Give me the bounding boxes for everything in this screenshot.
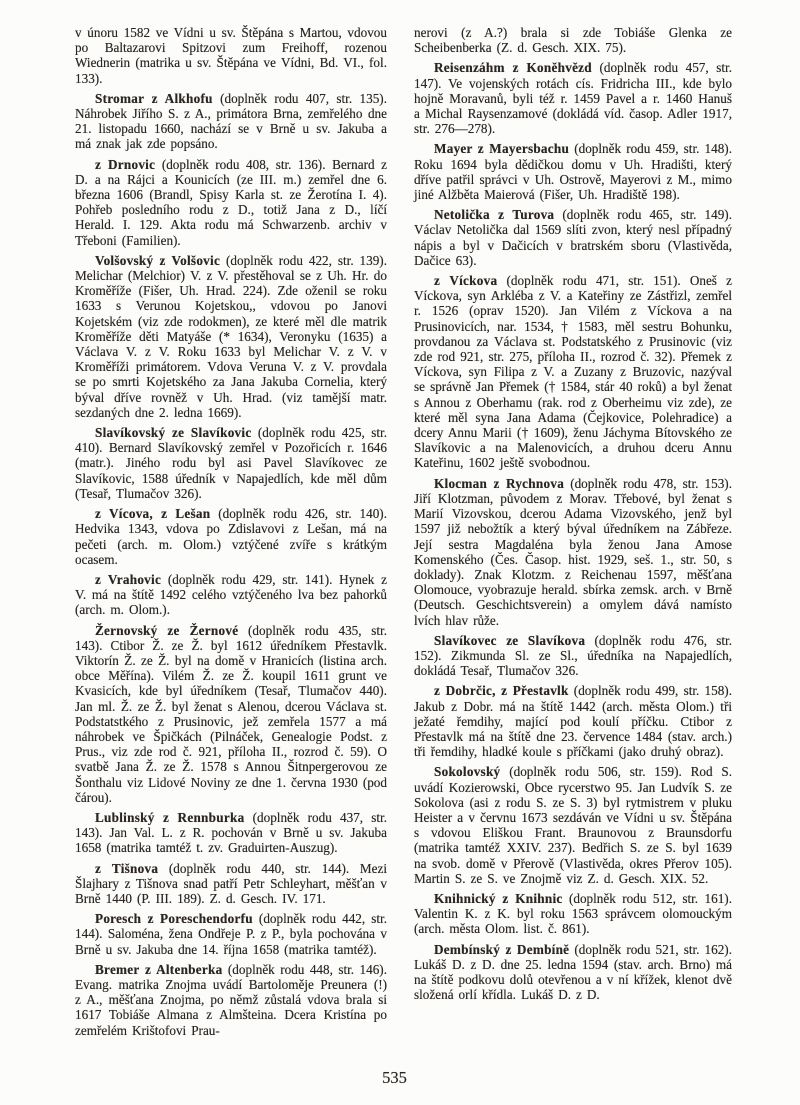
- entry-paragraph: [75, 91, 387, 152]
- entry-heading: Reisenzáhm z Koněhvězd: [434, 60, 592, 76]
- entry-paragraph: [414, 633, 732, 679]
- entry-body: (doplněk rodu 457, str. 147). Ve vojenských rotách cís. Fridricha III., kde bylo hojně Moravanů, byli též r. 1459 Pavel a r. 1460 Hanuš a Michal Raysenzamové (dokládá víd. časop. Adler 1917, str. 276—278).: [414, 60, 732, 137]
- entry-paragraph: [414, 273, 732, 471]
- entry-heading: Netolička z Turova: [434, 207, 555, 223]
- left-column: [75, 25, 387, 1043]
- entry-heading: Slavíkovský ze Slavíkovic: [95, 425, 252, 441]
- entry-heading: Stromar z Alkhofu: [95, 90, 213, 106]
- entry-body: (doplněk rodu 465, str. 149). Václav Netolička dal 1569 slíti zvon, který nesl případný nápis a byl v Dačicích v bratrském sboru (Vlastivěda, Dačice 63).: [414, 207, 732, 268]
- entry-paragraph: [75, 572, 387, 618]
- entry-heading: Dembínský z Dembíně: [434, 941, 570, 957]
- entry-body: (doplněk rodu 429, str. 141). Hynek z V. má na štítě 1492 celého vztýčeného lva bez pahorků (arch. m. Olom.).: [75, 571, 387, 618]
- entry-body: (doplněk rodu 471, str. 151). Oneš z Víckova, syn Arkléba z V. a Kateřiny ze Zástřizl, zemřel r. 1526 (oprav 1520). Jan Vilém z Víckova a na Prusinovicích, nar. 1534, † 1583, měl sestru Bohunku, provdanou za Václava st. Podstatského z Prusinovic (viz zde rod 921, str. 275, příloha II., rozrod č. 32). Přemek z Víckova, syn Filipa z V. a Zuzany z Bruzovic, nazýval se správně Jan Přemek († 1584, stár 40 roků) a byl ženat s Annou z Oberhamu (rak. rod z Oberheimu viz zde), ze které měl syna Jana Adama (Čejkovice, Polehradice) a dcery Annu Marii († 1609), ženu Jáchyma Bítovského ze Slavíkovic a na Malenovicích, a druhou dceru Annu Kateřinu, 1602 ještě svobodnou.: [414, 273, 732, 471]
- entry-paragraph: [75, 962, 387, 1038]
- entry-heading: z Drnovic: [95, 156, 156, 172]
- entry-heading: Lublinský z Rennburka: [95, 809, 245, 825]
- entry-body: (doplněk rodu 442, str. 144). Saloména, žena Ondřeje P. z P., byla pochována v Brně u sv. Jakuba dne 14. října 1658 (matrika tamtéž).: [75, 911, 387, 957]
- entry-body: (doplněk rodu 478, str. 153). Jiří Klotzman, původem z Morav. Třebové, byl ženat s Marií Vizovskou, dcerou Adama Vizovského, jenž byl 1597 již nebožtík a který býval úředníkem na Zábřeze. Její sestra Magdaléna byla ženou Jana Amose Komenského (Čes. Časop. hist. 1929, seš. 1., str. 50, s doklady). Znak Klotzm. z Reichenau 1597, měšťana Olomouce, vyobrazuje herald. sbírka zemsk. arch. v Brně (Deutsch. Geschichtsverein) a omylem dává namísto lvích hlav růže.: [414, 475, 732, 628]
- entry-paragraph: [75, 506, 387, 567]
- entry-paragraph: [75, 861, 387, 907]
- entry-paragraph: [414, 764, 732, 886]
- entry-body: (doplněk rodu 435, str. 143). Ctibor Ž. ze Ž. byl 1612 úředníkem Přestavlk. Viktorín Ž. ze Ž. byl na domě v Hranicích (listina arch. obce Měřína). Vilém Ž. ze Ž. koupil 1611 grunt ve Kvasicích, kde byl úředníkem (Tesař, Tlumačov 440). Jan ml. Ž. ze Ž. byl ženat s Alenou, dcerou Václava st. Podstatstkého z Prusinovic, jež zemřela 1577 a má náhrobek ve Špičkách (Pilnáček, Genealogie Podst. z Prus., viz zde rod č. 921, příloha II., rozrod č. 59). O svatbě Jana Ž. ze Ž. 1578 s Annou Šitnpergerovou ze Šonthalu viz Lidové Noviny ze dne 1. června 1930 (pod čárou).: [75, 622, 387, 805]
- entry-paragraph: [75, 623, 387, 805]
- entry-heading: Žernovský ze Žernové: [95, 622, 239, 638]
- entry-body: (doplněk rodu 422, str. 139). Melichar (Melchior) V. z V. přestěhoval se z Uh. Hr. do Kroměříže (Fišer, Uh. Hrad. 224). Zde oženil se roku 1633 s Verunou Kojetskou,, vdovou po Janovi Kojetském (viz zde rodokmen), ze které měl dle matrik Kroměříže děti Matyáše (* 1634), Veronyku (1635) a Václava V. z V. Roku 1633 byl Melichar V. z V. v Kroměříži primátorem. Vdova Veruna V. z V. provdala se po smrti Kojetského za Jana Jakuba Cornelia, který býval dříve rovněž v Uh. Hrad. (viz tamější matr. sezdaných dne 2. ledna 1669).: [75, 252, 387, 420]
- entry-heading: Slavíkovec ze Slavíkova: [434, 632, 586, 648]
- entry-body: (doplněk rodu 425, str. 410). Bernard Slavíkovský zemřel v Pozořicích r. 1646 (matr.). Jiného rodu byl asi Pavel Slavíkovec ze Slavíkovic, 1588 úředník v Napajedlích, kde měl dům (Tesař, Tlumačov 326).: [75, 425, 388, 501]
- entry-paragraph: [414, 942, 732, 1003]
- entry-heading: z Vrahovic: [95, 571, 162, 587]
- entry-paragraph: [75, 810, 387, 856]
- entry-body: (doplněk rodu 506, str. 159). Rod S. uvádí Kozierowski, Obce rycerstwo 95. Jan Ludvík S. ze Sokolova (asi z rodu S. ze S. 3) byl rytmistrem v pluku Heister a v červnu 1673 sezdáván ve Vídni u sv. Štěpána s vdovou Eliškou Frant. Braunovou z Braunsdorfu (matrika tamtéž XXIV. 237). Bedřich S. ze S. byl 1639 na svob. domě v Přerově (Vlastivěda, okres Přerov 105). Martin S. ze S. ve Znojmě viz Z. d. Gesch. XIX. 52.: [414, 764, 732, 886]
- entry-body: v únoru 1582 ve Vídni u sv. Štěpána s Martou, vdovou po Baltazarovi Spitzovi zum Freihoff, rozenou Wiednerin (matrika u sv. Štěpána ve Vídni, Bd. VI., fol. 133).: [75, 25, 387, 86]
- entry-paragraph: [414, 207, 732, 268]
- right-column: [414, 25, 732, 1043]
- entry-paragraph: [75, 425, 387, 501]
- entry-paragraph: [414, 683, 732, 759]
- entry-heading: z Vícova, z Lešan: [95, 506, 211, 522]
- entry-paragraph: [414, 60, 732, 136]
- entry-body: (doplněk rodu 440, str. 144). Mezi Šlajhary z Tišnova snad patří Petr Schleyhart, měšťan v Brně 1440 (P. III. 189). Z. d. Gesch. IV. 171.: [75, 860, 387, 906]
- entry-paragraph: [414, 141, 732, 202]
- entry-heading: Poresch z Poreschendorfu: [95, 911, 253, 927]
- entry-paragraph: [75, 157, 387, 248]
- entry-heading: z Víckova: [434, 273, 498, 289]
- entry-body: (doplněk rodu 499, str. 158). Jakub z Dobr. má na štítě 1442 (arch. města Olom.) tři ježaté řemdihy, mající pod koulí příčku. Ctibor z Přestavlk má na štítě dne 23. července 1484 (stav. arch.) tři řemdihy, hladké koule s příčkami (jako druhý obraz).: [414, 683, 732, 760]
- entry-heading: Sokolovský: [434, 764, 501, 780]
- entry-body: (doplněk rodu 407, str. 135). Náhrobek Jiřího S. z A., primátora Brna, zemřelého dne 21. listopadu 1660, nachází se v Brně u sv. Jakuba a má znak jak zde popsáno.: [75, 90, 387, 152]
- entry-heading: Mayer z Mayersbachu: [434, 141, 570, 157]
- entry-body: (doplněk rodu 437, str. 143). Jan Val. L. z R. pochován v Brně u sv. Jakuba 1658 (matrika tamtéž t. zv. Graduirten-Auszug).: [75, 809, 388, 856]
- entry-body: (doplněk rodu 448, str. 146). Evang. matrika Znojma uvádí Bartoloměje Preunera (!) z A., měšťana Znojma, po němž zůstalá vdova brala si 1617 Tobiáše Almana z Almšteina. Dcera Kristína po zemřelém Krištofovi Prau-: [75, 961, 387, 1038]
- entry-heading: Bremer z Altenberka: [95, 961, 223, 977]
- entry-body: (doplněk rodu 459, str. 148). Roku 1694 byla dědičkou domu v Uh. Hradišti, který dříve patřil správci v Uh. Ostrově, Mayerovi z M., mimo jiné Alžběta Maierová (Fišer, Uh. Hradiště 198).: [414, 141, 732, 203]
- entry-body: (doplněk rodu 512, str. 161). Valentin K. z K. byl roku 1563 správcem olomouckým (arch. města Olom. list. č. 861).: [414, 890, 732, 937]
- entry-paragraph: [75, 253, 387, 420]
- page-number: 535: [382, 1068, 407, 1087]
- entry-paragraph: [75, 911, 387, 957]
- entry-paragraph: [414, 25, 732, 55]
- entry-heading: z Dobrčic, z Přestavlk: [434, 683, 569, 699]
- entry-body: nerovi (z A.?) brala si zde Tobiáše Glenka ze Scheibenberka (Z. d. Gesch. XIX. 75).: [414, 25, 732, 56]
- entry-body: (doplněk rodu 476, str. 152). Zikmunda Sl. ze Sl., úředníka na Napajedlích, dokládá Tesař, Tlumačov 326.: [414, 632, 732, 679]
- entry-body: (doplněk rodu 408, str. 136). Bernard z D. a na Rájci a Kounicích (ze III. m.) zemřel dne 6. března 1606 (Brandl, Spisy Karla st. ze Žerotína I. 4). Pohřeb posledního rodu z D., totiž Jana z D., líčí Herald. I. 129. Akta rodu má Schwarzenb. archiv v Třeboni (Familien).: [75, 156, 387, 248]
- entry-paragraph: [414, 476, 732, 628]
- entry-heading: Klocman z Rychnova: [434, 475, 565, 491]
- entry-body: (doplněk rodu 426, str. 140). Hedvika 1343, vdova po Zdislavovi z Lešan, má na pečeti (arch. m. Olom.) vztýčené zvíře s krátkým ocasem.: [75, 506, 387, 567]
- entry-paragraph: [75, 25, 387, 86]
- entry-paragraph: [414, 891, 732, 937]
- entry-heading: Knihnický z Knihnic: [434, 890, 563, 906]
- entry-heading: Volšovský z Volšovic: [95, 252, 221, 268]
- text-columns: [75, 25, 732, 1043]
- entry-body: (doplněk rodu 521, str. 162). Lukáš D. z D. dne 25. ledna 1594 (stav. arch. Brno) má na štítě podkovu dolů otevřenou a v ní křížek, klenot dvě složená orlí křídla. Lukáš D. z D.: [414, 941, 732, 1003]
- entry-heading: z Tišnova: [95, 860, 159, 876]
